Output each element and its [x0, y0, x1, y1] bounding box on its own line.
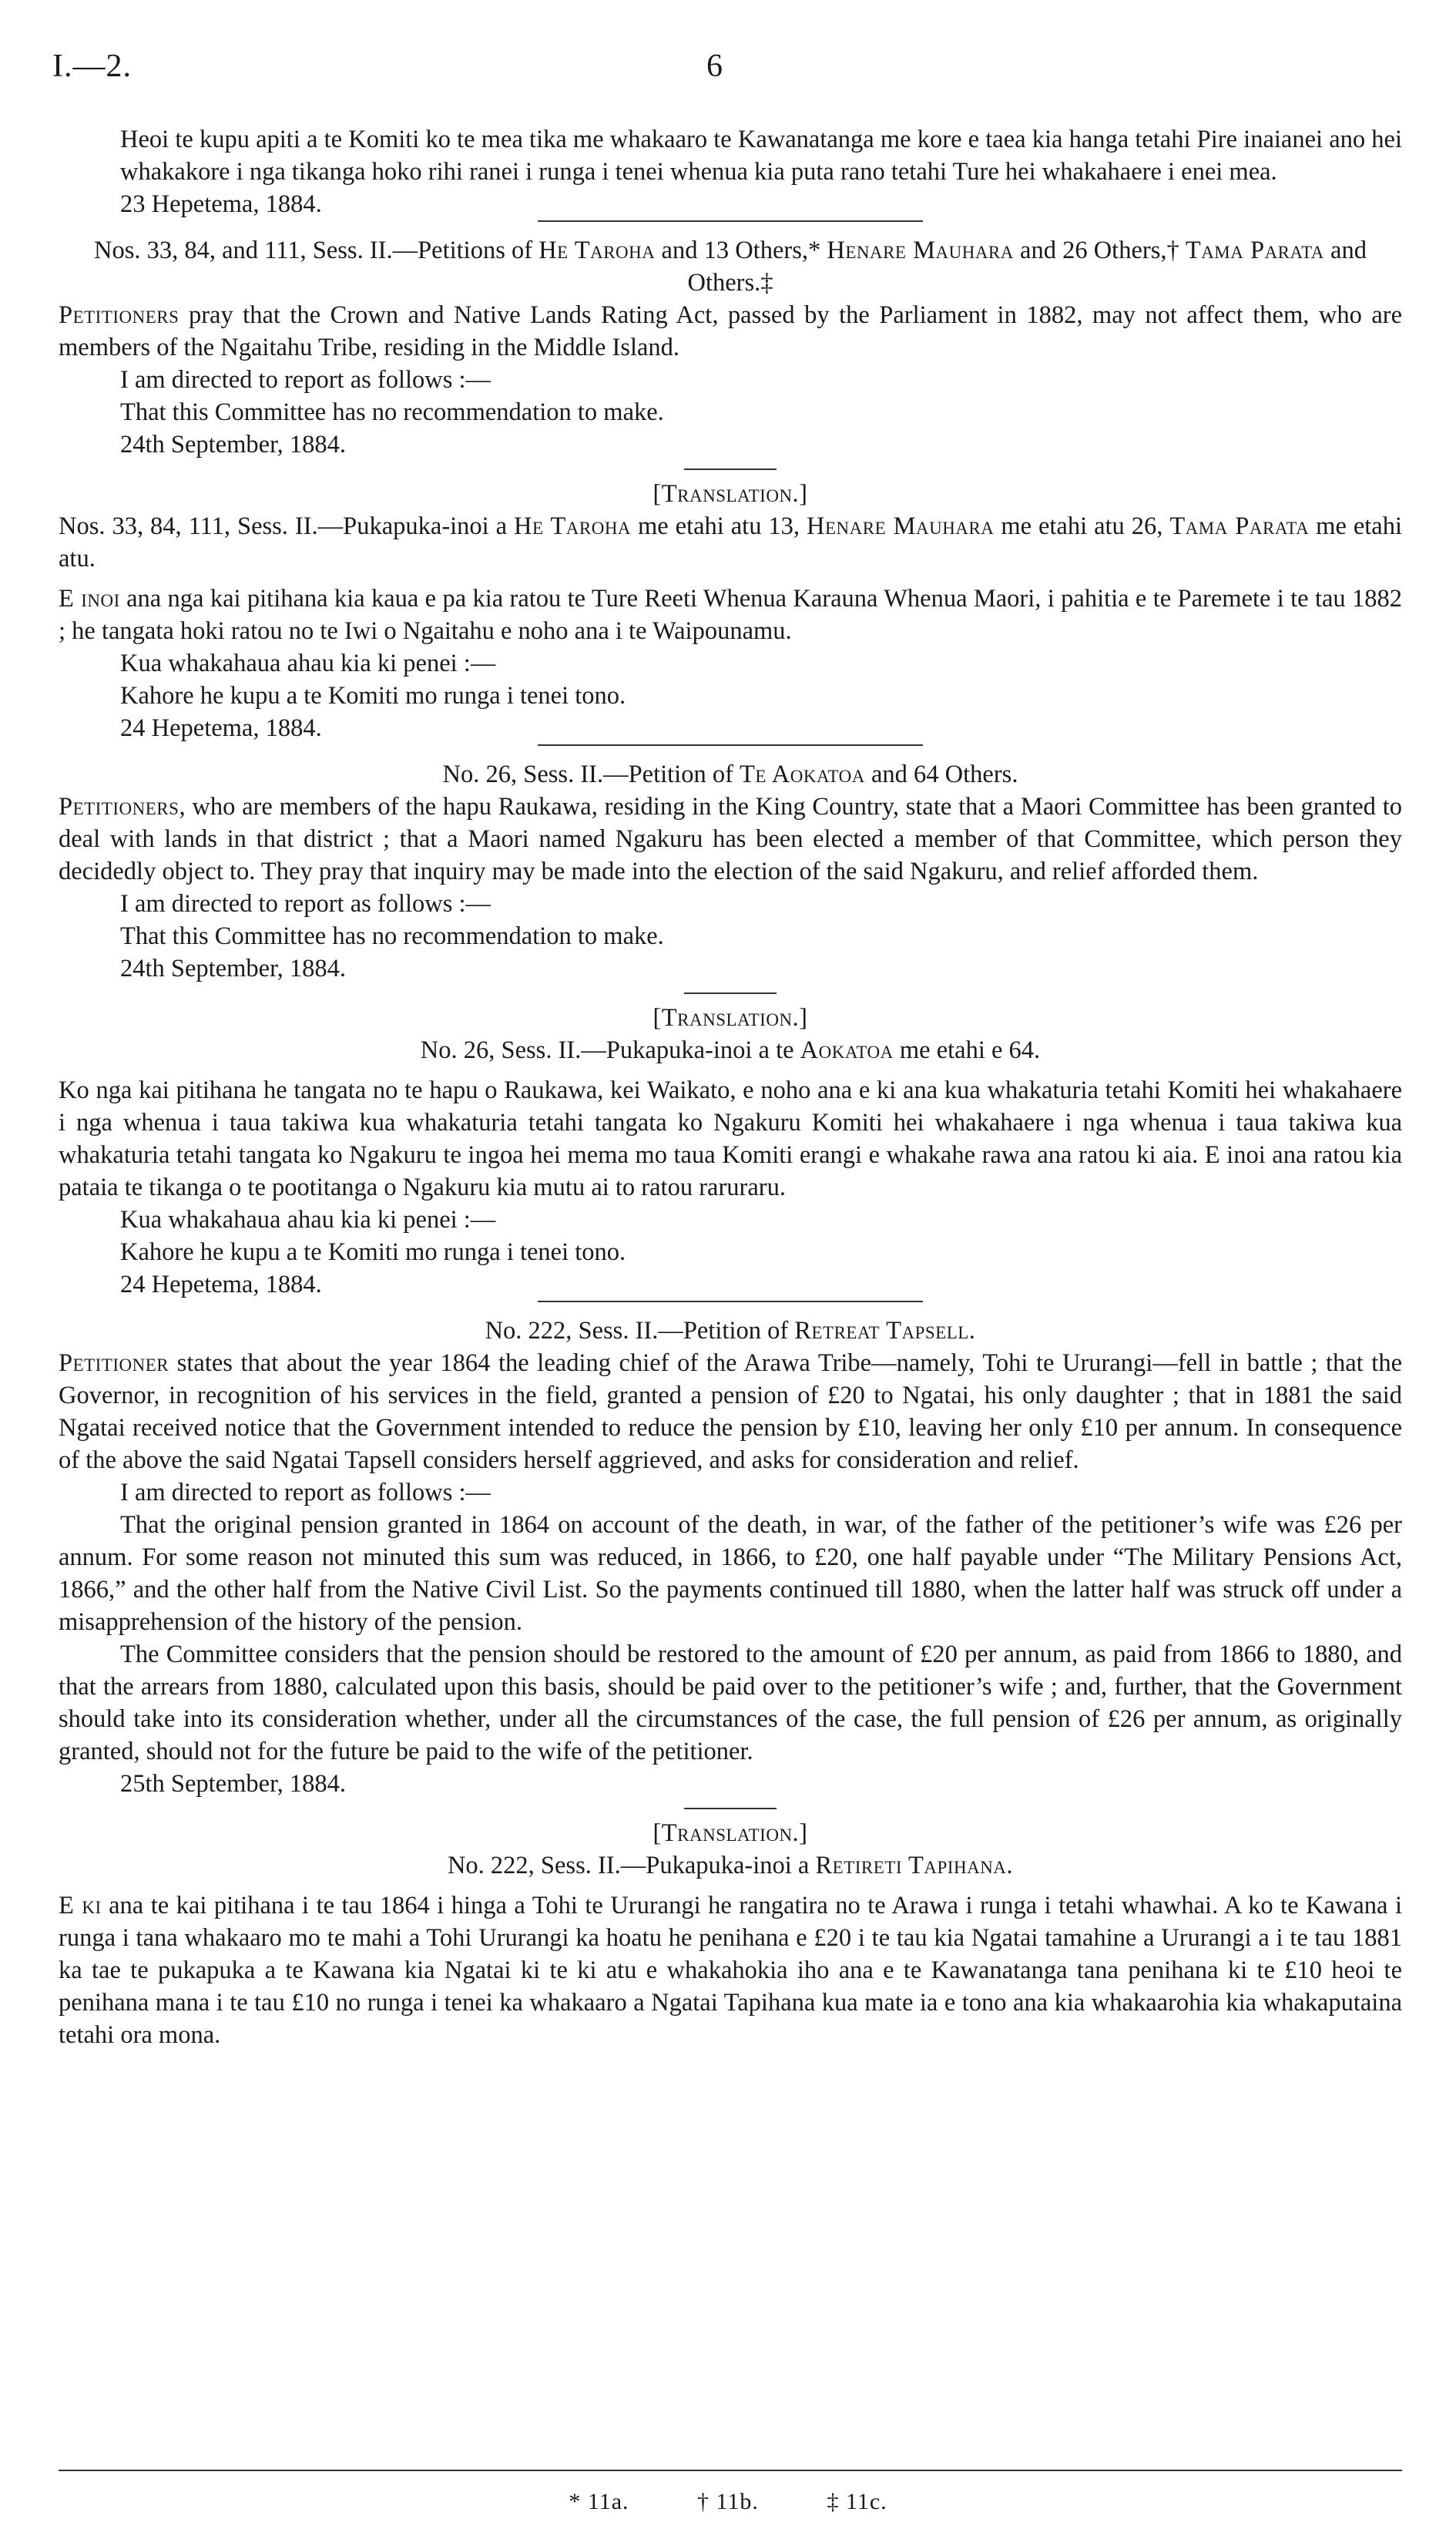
petition-summary — [59, 1347, 1402, 1476]
report-date: 25th September, 1884. — [120, 1770, 346, 1798]
petitioner-name: Aokatoa — [800, 1036, 894, 1064]
petition-summary — [59, 299, 1402, 364]
translation-label: [Translation.] — [653, 1819, 808, 1847]
heading-text: No. 26, Sess. II.—Pukapuka-inoi a te — [420, 1036, 800, 1064]
summary-text: ana nga kai pitihana kia kaua e pa kia ratou te Ture Reeti Whenua Karauna Whenua Maori, i pahitia e te Paremete i te tau 1882 ; he tangata hoki ratou no te Iwi o Ngaitahu e noho ana i te Waipounamu. — [59, 585, 1403, 645]
report-text: Kahore he kupu a te Komiti mo runga i tenei tono. — [120, 682, 626, 710]
petitioner-name: Henare Mauhara — [827, 237, 1014, 264]
intro-paragraph: Heoi te kupu apiti a te Komiti ko te mea tika me whakaaro te Kawanatanga me kore e taea kia hanga tetahi Pire inaianei ano hei whakakore i nga tikanga hoko rihi ranei i runga i tenei whenua kia puta rano tetahi Ture hei whakahaere i enei mea. — [120, 126, 1402, 186]
report-intro: I am directed to report as follows :— — [120, 366, 491, 394]
report-date: 24 Hepetema, 1884. — [120, 714, 322, 742]
footnote: ‡ 11c. — [827, 2489, 887, 2514]
heading-text: No. 222, Sess. II.—Petition of — [485, 1317, 795, 1345]
heading-text: and Others.‡ — [687, 237, 1367, 297]
footnotes — [0, 2489, 1456, 2515]
report-text: The Committee considers that the pension should be restored to the amount of £20 per annum, as paid from 1866 to 1880, and that the arrears from 1880, calculated upon this basis, should be paid over to the petitioner’s wife ; and, further, that the Government should take into its consideration whether, under all the circumstances of the case, the full pension of £26 per annum, as originally granted, should not for the future be paid to the wife of the petitioner. — [59, 1641, 1402, 1765]
summary-text: pray that the Crown and Native Lands Rating Act, passed by the Parliament in 1882, may not affect them, who are members of the Ngaitahu Tribe, residing in the Middle Island. — [59, 301, 1402, 361]
heading-text: No. 222, Sess. II.—Pukapuka-inoi a — [447, 1852, 816, 1879]
summary-text: , who are members of the hapu Raukawa, residing in the King Country, state that a Maori Committee has been granted to deal with lands in that district ; that a Maori named Ngakuru has been elected a member of that Committee, which person they decidedly object to. They pray that inquiry may be made into the election of the said Ngakuru, and relief afforded them. — [59, 793, 1402, 885]
petition-heading-26 — [59, 758, 1402, 791]
translation-summary: Ko nga kai pitihana he tangata no te hapu o Raukawa, kei Waikato, e noho ana e ki ana kua whakaturia tetahi Komiti hei whakahaere i nga whenua i taua takiwa kua whakaturia tetahi tangata ko Ngakuru Komiti hei whakahaere i nga whenua i taua takiwa kua whakaturia tetahi tangata ko Ngakuru te ingoa hei mema mo taua Komiti erangi e whakahe rawa ana ratou ki aia. E inoi ana ratou kia pataia te tikanga o te pootitanga o Ngakuru kia mutu ai to ratou raruraru. — [59, 1076, 1402, 1201]
summary-text: states that about the year 1864 the leading chief of the Arawa Tribe—namely, Tohi te Ururangi—fell in battle ; that the Governor, in recognition of his services in the field, granted a pension of £20 to Ngatai, his only daughter ; that in 1881 the said Ngatai received notice that the Government intended to reduce the pension by £10, leaving her only £10 per annum. In consequence of the above the said Ngatai Tapsell considers herself aggrieved, and asks for consideration and relief. — [59, 1349, 1402, 1474]
intro-date: 23 Hepetema, 1884. — [120, 190, 322, 218]
petition-heading-33-84-111 — [59, 234, 1402, 299]
report-intro: Kua whakahaua ahau kia ki penei :— — [120, 650, 496, 677]
heading-text: me etahi e 64. — [893, 1036, 1041, 1064]
heading-text: No. 26, Sess. II.—Petition of — [442, 761, 740, 788]
translation-label: [Translation.] — [653, 1004, 808, 1032]
heading-text: me etahi atu 13, — [631, 512, 807, 540]
petitioner-name: Tama Parata — [1185, 237, 1324, 264]
petitioner-name: Retreat Tapsell. — [794, 1317, 976, 1345]
report-date: 24th September, 1884. — [120, 431, 346, 458]
page-body — [59, 123, 1402, 2051]
translation-label: [Translation.] — [653, 480, 808, 508]
report-text: That the original pension granted in 1864 on account of the death, in war, of the father of the petitioner’s wife was £26 per annum. For some reason not minuted this sum was reduced, in 1866, to £20, one half payable under “The Military Pensions Act, 1866,” and the other half from the Native Civil List. So the payments continued till 1880, when the latter half was struck off under a misapprehension of the history of the pension. — [59, 1511, 1402, 1636]
report-date: 24th September, 1884. — [120, 955, 346, 982]
report-intro: I am directed to report as follows :— — [120, 1479, 491, 1506]
petitioner-name: He Taroha — [538, 237, 656, 264]
footnote-divider — [59, 2470, 1402, 2471]
heading-text: Nos. 33, 84, 111, Sess. II.—Pukapuka-inoi a — [59, 512, 515, 540]
report-date: 24 Hepetema, 1884. — [120, 1271, 322, 1298]
report-text: Kahore he kupu a te Komiti mo runga i tenei tono. — [120, 1238, 626, 1266]
report-text: That this Committee has no recommendation to make. — [120, 398, 664, 426]
lead-word: E inoi — [59, 585, 120, 613]
page-number: 6 — [706, 49, 723, 84]
footnote: † 11b. — [697, 2489, 759, 2514]
report-intro: I am directed to report as follows :— — [120, 890, 491, 918]
petitioner-name: Henare Mauhara — [807, 512, 995, 540]
lead-word: Petitioners — [59, 301, 179, 329]
petitioner-name: He Taroha — [514, 512, 632, 540]
translation-heading — [59, 510, 1402, 575]
document-reference: I.—2. — [52, 49, 132, 84]
translation-summary — [59, 1889, 1402, 2051]
heading-text: and 13 Others,* — [655, 237, 827, 264]
translation-summary — [59, 583, 1402, 647]
report-intro: Kua whakahaua ahau kia ki penei :— — [120, 1206, 496, 1234]
petitioner-name: Tama Parata — [1169, 512, 1310, 540]
report-text: That this Committee has no recommendation to make. — [120, 922, 664, 950]
petitioner-name: Te Aokatoa — [740, 761, 865, 788]
heading-text: and 26 Others,† — [1013, 237, 1186, 264]
translation-heading — [59, 1034, 1402, 1066]
heading-text: me etahi atu 26, — [994, 512, 1170, 540]
lead-word: E ki — [59, 1892, 102, 1919]
petition-heading-222 — [59, 1315, 1402, 1347]
lead-word: Petitioner — [59, 1349, 169, 1377]
petition-summary — [59, 791, 1402, 888]
footnote: * 11a. — [569, 2489, 629, 2514]
lead-word: Petitioners — [59, 793, 179, 821]
translation-heading — [59, 1849, 1402, 1882]
heading-text: and 64 Others. — [864, 761, 1018, 788]
heading-text: me etahi atu. — [59, 512, 1402, 573]
petitioner-name: Retireti Tapihana. — [815, 1852, 1014, 1879]
heading-text: Nos. 33, 84, and 111, Sess. II.—Petitions of — [94, 237, 539, 264]
summary-text: ana te kai pitihana i te tau 1864 i hinga a Tohi te Ururangi he rangatira no te Arawa i runga i tetahi whawhai. A ko te Kawana i runga i tana whakaaro mo te mahi a Tohi Ururangi ka hoatu he penihana e £20 i te tau kia Ngatai tamahine a Ururangi a i te tau 1881 ka tae te pukapuka a te Kawana kia Ngatai ki te ki atu e whakahokia iho ana e te Kawanatanga tana penihana ki te £10 heoi te penihana mana i te tau £10 no runga i tenei ka whakaaro a Ngatai Tapihana kua mate ia e tono ana kia whakaarohia kia whakaputaina tetahi ora mona. — [59, 1892, 1402, 2049]
